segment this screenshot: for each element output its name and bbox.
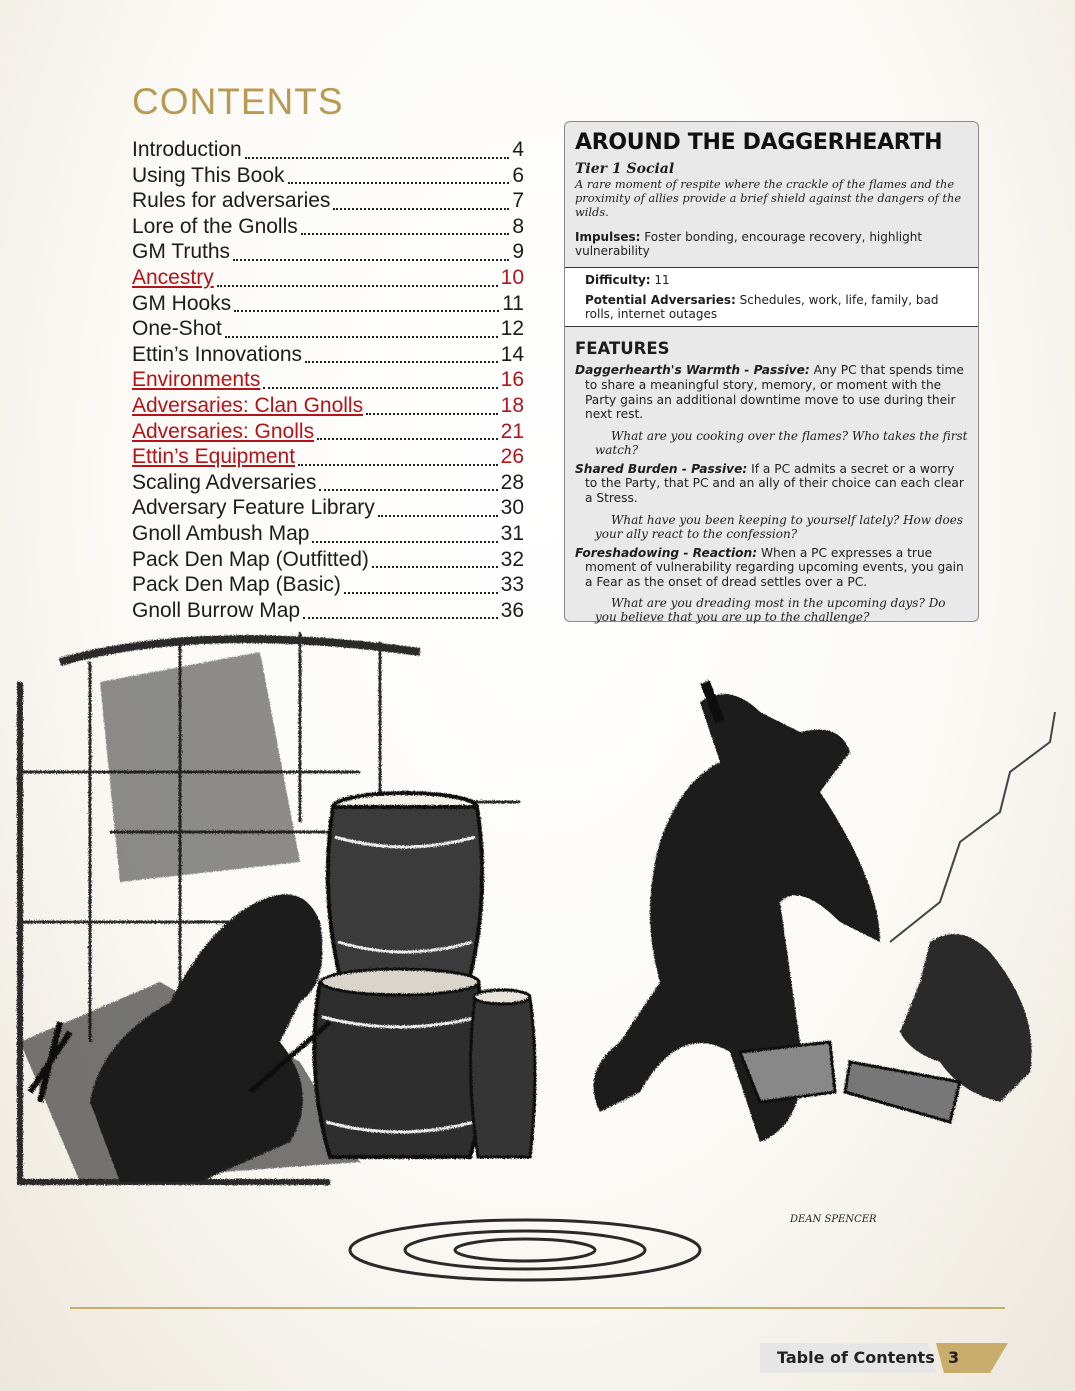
toc-leader-dots [372,565,498,568]
toc-entry[interactable] [132,215,524,241]
toc-entry-page: 10 [500,265,524,289]
toc-entry-page: 33 [500,573,524,597]
toc-entry-label: One-Shot [132,317,222,341]
difficulty-line [585,273,966,287]
sidebar-impulses [575,230,968,258]
toc-entry-label: Pack Den Map (Outfitted) [132,547,369,571]
features-list [575,363,968,624]
toc-entry-label: Gnoll Burrow Map [132,598,301,622]
footer-page-number: 3 [948,1348,960,1367]
toc-leader-dots [317,437,498,440]
toc-entry[interactable] [132,266,524,292]
toc-entry[interactable] [132,496,524,522]
toc-entry-page: 32 [500,547,524,571]
artist-signature: DEAN SPENCER [790,1214,877,1225]
difficulty-value: 11 [654,273,670,288]
toc-entry-label: Ancestry [132,265,214,289]
toc-entry-label: Scaling Adversaries [132,470,317,494]
toc-leader-dots [303,616,498,619]
toc-entry-page: 16 [500,368,524,392]
toc-entry[interactable] [132,240,524,266]
toc-entry[interactable] [132,420,524,446]
toc-entry-label: Adversaries: Clan Gnolls [132,393,364,417]
feature-entry [575,462,968,506]
toc-entry-page: 26 [500,445,524,469]
toc-entry-page: 30 [500,496,524,520]
features-heading: FEATURES [575,339,670,359]
toc-entry-label: Introduction [132,138,242,161]
toc-entry[interactable] [132,445,524,471]
footer-section-label: Table of Contents [777,1348,935,1367]
feature-entry [575,363,968,421]
gnoll-warrior [593,682,880,1142]
toc-entry-page: 36 [500,598,524,622]
toc-entry-label: Lore of the Gnolls [132,214,298,238]
sidebar-description: A rare moment of respite where the crackle of the flames and the proximity of allies provide a brief shield against the dangers of the wilds. [575,177,962,219]
toc-leader-dots [366,412,498,415]
toc-entry-label: Using This Book [132,163,285,187]
environment-sidebar [564,121,979,625]
feature-text: Any PC that spends time to share a meaningful story, memory, or moment with the Party gains an additional downtime move to use during their next rest. [585,363,964,422]
toc-leader-dots [333,207,509,210]
illustration [0,622,1075,1302]
toc-entry-label: Ettin’s Innovations [132,342,303,366]
toc-leader-dots [217,284,498,287]
toc-entry-page: 9 [512,240,524,264]
toc-entry-label: Adversary Feature Library [132,496,375,520]
toc-entry[interactable] [132,573,524,599]
floor-rings [350,1220,700,1280]
feature-question: What have you been keeping to yourself lately? How does your ally react to the confession? [595,512,964,541]
toc-entry-page: 18 [500,393,524,417]
feature-text: When a PC expresses a true moment of vulnerability regarding upcoming events, you gain a Fear as the onset of dread settles over a PC. [585,545,964,589]
toc-entry-label: Rules for adversaries [132,189,331,213]
feature-question: What are you cooking over the flames? Who takes the first watch? [595,428,968,457]
wall-crack [890,712,1055,942]
toc-entry[interactable] [132,471,524,497]
feature-entry [575,546,968,590]
toc-entry-page: 28 [500,470,524,494]
adversaries-text: Schedules, work, life, family, bad rolls, internet outages [585,293,939,322]
toc-entry-label: Environments [132,368,261,392]
barrel-stack [314,793,535,1157]
toc-entry-page: 31 [500,521,524,545]
adversaries-line [585,293,966,321]
toc-entry[interactable] [132,599,524,625]
toc-leader-dots [378,514,498,517]
toc-leader-dots [301,232,510,235]
toc-leader-dots [319,488,497,491]
adversaries-label: Potential Adversaries: [585,293,736,308]
feature-name: Foreshadowing - Reaction: [575,545,758,560]
difficulty-label: Difficulty: [585,273,651,288]
toc-entry[interactable] [132,548,524,574]
toc-entry-page: 7 [512,189,524,213]
toc-leader-dots [263,386,497,389]
toc-entry-label: Pack Den Map (Basic) [132,573,341,597]
footer-rule [70,1307,1005,1309]
impulses-label: Impulses: [575,230,641,245]
toc-entry-page: 8 [512,214,524,238]
feature-name: Daggerhearth's Warmth - Passive: [575,363,810,378]
sidebar-tier: Tier 1 Social [575,161,675,177]
toc-entry-page: 21 [500,419,524,443]
impulses-text: Foster bonding, encourage recovery, highlight vulnerability [575,230,923,259]
toc-leader-dots [344,591,498,594]
toc-entry[interactable] [132,292,524,318]
toc-leader-dots [234,309,499,312]
page-title: CONTENTS [132,80,344,122]
toc-entry[interactable] [132,138,524,164]
feature-text: If a PC admits a secret or a worry to the Party, that PC and an ally of their choice can each clear a Stress. [585,461,964,505]
toc-entry[interactable] [132,317,524,343]
feature-name: Shared Burden - Passive: [575,461,748,476]
table-of-contents [132,138,524,624]
toc-entry[interactable] [132,343,524,369]
toc-leader-dots [298,463,498,466]
toc-leader-dots [245,156,510,159]
toc-entry[interactable] [132,164,524,190]
toc-entry-page: 12 [500,317,524,341]
toc-entry[interactable] [132,189,524,215]
toc-entry-label: Gnoll Ambush Map [132,521,310,545]
toc-entry-page: 11 [502,291,524,315]
toc-entry-label: GM Hooks [132,291,232,315]
sidebar-title: AROUND THE DAGGERHEARTH [575,130,943,155]
toc-leader-dots [225,335,498,338]
toc-entry[interactable] [132,522,524,548]
toc-entry-page: 14 [500,342,524,366]
toc-leader-dots [312,540,497,543]
toc-entry-label: Ettin’s Equipment [132,445,296,469]
toc-entry[interactable] [132,394,524,420]
toc-leader-dots [233,258,509,261]
toc-entry-page: 4 [512,138,524,161]
toc-entry[interactable] [132,368,524,394]
toc-entry-page: 6 [512,163,524,187]
toc-leader-dots [305,360,498,363]
toc-leader-dots [288,181,510,184]
sidebar-stat-box [565,267,978,327]
toc-entry-label: GM Truths [132,240,231,264]
feature-question: What are you dreading most in the upcoming days? Do you believe that you are up to the challenge? [595,596,946,625]
toc-entry-label: Adversaries: Gnolls [132,419,315,443]
